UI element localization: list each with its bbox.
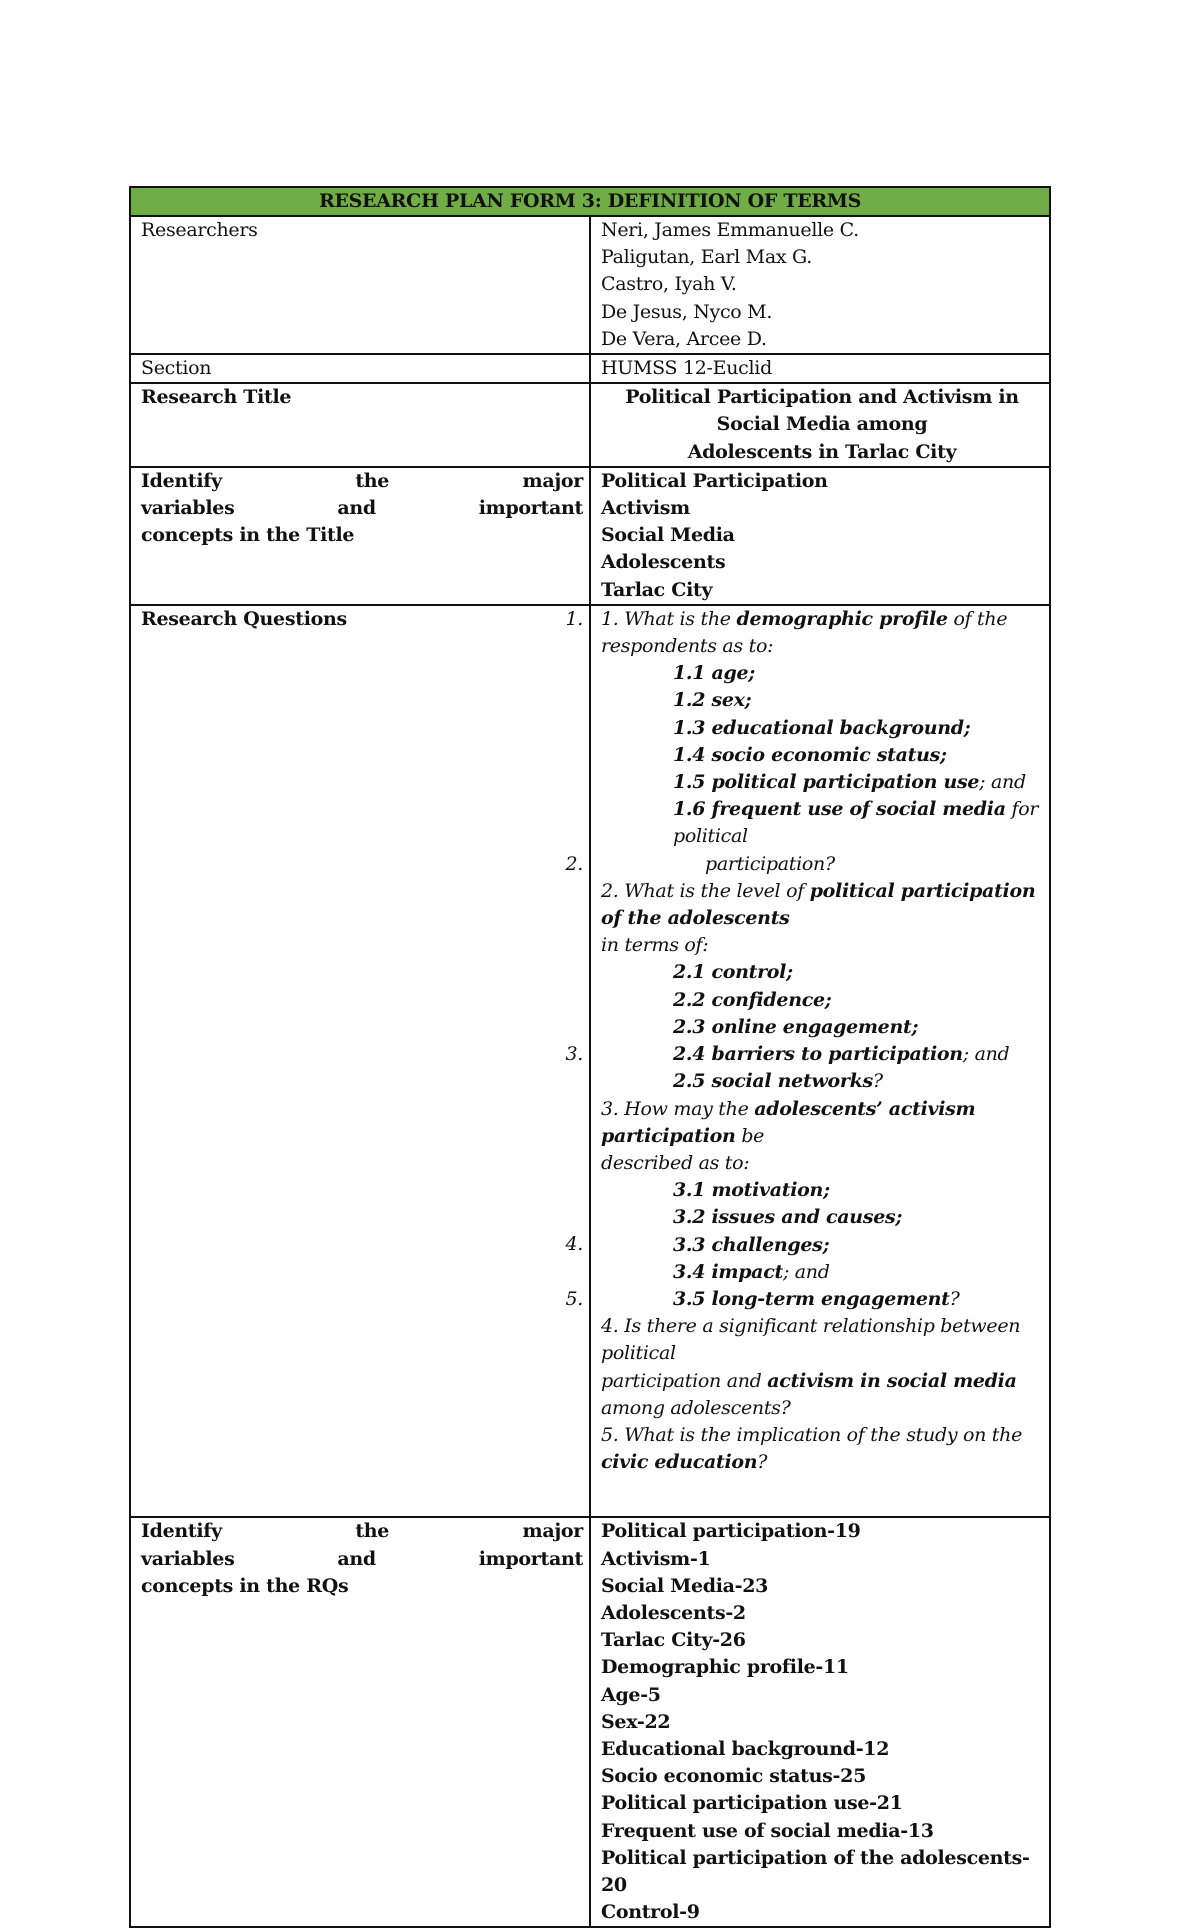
researcher-name: Paligutan, Earl Max G. bbox=[601, 246, 812, 269]
variable-item: Demographic profile-11 bbox=[601, 1656, 849, 1679]
researcher-name: De Vera, Arcee D. bbox=[601, 327, 767, 350]
rq-subitem: 3.3 challenges; bbox=[673, 1233, 830, 1256]
rq-question-5: 5. What is the implication of the study on the civic education? bbox=[601, 1423, 1023, 1474]
rq-number: 1. bbox=[565, 607, 583, 630]
research-title-line: Adolescents in Tarlac City bbox=[687, 440, 957, 463]
rq-label-cell bbox=[130, 605, 590, 1518]
rq-subitem: 1.6 frequent use of social media for political bbox=[673, 798, 1039, 848]
variable-item: Adolescents bbox=[601, 551, 726, 574]
title-variables-label bbox=[130, 467, 590, 605]
rq-question-4-cont: participation and activism in social media among adolescents? bbox=[601, 1369, 1017, 1419]
variable-item: Activism-1 bbox=[601, 1547, 711, 1570]
rq-question-3: 3. How may the adolescents’ activism participation be bbox=[601, 1097, 976, 1147]
rq-subitem: 3.5 long-term engagement? bbox=[673, 1287, 960, 1310]
rq-subitem: 1.5 political participation use; and bbox=[673, 771, 1026, 794]
rq-number: 3. bbox=[565, 1042, 583, 1065]
variable-item: Educational background-12 bbox=[601, 1737, 890, 1760]
researchers-label: Researchers bbox=[130, 216, 590, 354]
variable-item: Political participation use-21 bbox=[601, 1792, 903, 1815]
variable-item: Frequent use of social media-13 bbox=[601, 1819, 934, 1842]
rq-subitem: 3.1 motivation; bbox=[673, 1179, 830, 1202]
label-line: concepts in the Title bbox=[141, 524, 355, 547]
label-word: the bbox=[355, 1520, 390, 1543]
variable-item: Activism bbox=[601, 497, 690, 520]
rq-question-3-cont: described as to: bbox=[601, 1151, 750, 1174]
rq-subitem: 2.1 control; bbox=[673, 961, 793, 984]
rq-number: 5. bbox=[565, 1287, 583, 1310]
label-word: major bbox=[522, 469, 583, 492]
form-header: RESEARCH PLAN FORM 3: DEFINITION OF TERMS bbox=[130, 187, 1050, 216]
label-word: and bbox=[337, 497, 376, 520]
rq-number-column bbox=[141, 633, 583, 1313]
label-word: variables bbox=[141, 1547, 235, 1570]
rq-subitem: 1.2 sex; bbox=[673, 689, 752, 712]
variable-item: Political Participation bbox=[601, 469, 828, 492]
header-row bbox=[130, 187, 1050, 216]
title-label: Research Title bbox=[130, 383, 590, 467]
variable-item: Political participation-19 bbox=[601, 1520, 861, 1543]
section-value: HUMSS 12-Euclid bbox=[590, 354, 1050, 383]
variable-item: Tarlac City bbox=[601, 578, 713, 601]
researcher-name: De Jesus, Nyco M. bbox=[601, 300, 773, 323]
rq-question-2: 2. What is the level of political participation of the adolescents bbox=[601, 879, 1036, 930]
rq-subitem: 2.4 barriers to participation; and bbox=[673, 1043, 1010, 1066]
section-row bbox=[130, 354, 1050, 383]
research-plan-table bbox=[129, 186, 1051, 1928]
rq-label: Research Questions bbox=[141, 607, 347, 630]
label-word: important bbox=[478, 1547, 583, 1570]
rq-number: 4. bbox=[565, 1233, 583, 1256]
researcher-name: Castro, Iyah V. bbox=[601, 273, 737, 296]
rq-question-2-cont: in terms of: bbox=[601, 934, 709, 957]
researchers-list bbox=[590, 216, 1050, 354]
research-questions-row bbox=[130, 605, 1050, 1518]
rq-question-4: 4. Is there a significant relationship between political bbox=[601, 1315, 1021, 1365]
label-word: variables bbox=[141, 497, 235, 520]
rq-subitem: 2.5 social networks? bbox=[673, 1070, 883, 1093]
variable-item: Social Media-23 bbox=[601, 1574, 769, 1597]
rq-subitem: 2.3 online engagement; bbox=[673, 1015, 919, 1038]
rq-variables-list bbox=[590, 1517, 1050, 1927]
rq-subitem: 1.1 age; bbox=[673, 662, 755, 685]
rq-subitem: 2.2 confidence; bbox=[673, 988, 832, 1011]
research-title bbox=[590, 383, 1050, 467]
researchers-row bbox=[130, 216, 1050, 354]
rq-variables-label bbox=[130, 1517, 590, 1927]
label-word: Identify bbox=[141, 1520, 222, 1543]
research-title-line: Political Participation and Activism in Social Media among bbox=[625, 386, 1019, 436]
rq-list bbox=[590, 605, 1050, 1518]
researcher-name: Neri, James Emmanuelle C. bbox=[601, 219, 859, 241]
label-line: concepts in the RQs bbox=[141, 1574, 349, 1597]
rq-number: 2. bbox=[565, 852, 583, 875]
label-word: important bbox=[478, 497, 583, 520]
section-label: Section bbox=[130, 354, 590, 383]
variable-item: Political participation of the adolescents-20 bbox=[601, 1846, 1030, 1896]
variable-item: Social Media bbox=[601, 524, 735, 547]
variable-item: Adolescents-2 bbox=[601, 1601, 746, 1624]
rq-subitem-continued: participation? bbox=[705, 852, 835, 875]
variable-item: Control-9 bbox=[601, 1901, 700, 1924]
label-word: major bbox=[522, 1520, 583, 1543]
label-word: Identify bbox=[141, 469, 222, 492]
variable-item: Tarlac City-26 bbox=[601, 1629, 746, 1652]
title-row bbox=[130, 383, 1050, 467]
rq-subitem: 3.2 issues and causes; bbox=[673, 1206, 903, 1229]
label-word: and bbox=[337, 1547, 376, 1570]
rq-subitem: 3.4 impact; and bbox=[673, 1260, 830, 1283]
rq-subitem: 1.3 educational background; bbox=[673, 716, 971, 739]
variable-item: Sex-22 bbox=[601, 1710, 671, 1733]
title-variables-list bbox=[590, 467, 1050, 605]
rq-question-1: 1. What is the demographic profile of the respondents as to: bbox=[601, 607, 1008, 658]
variable-item: Socio economic status-25 bbox=[601, 1765, 866, 1788]
rq-subitem: 1.4 socio economic status; bbox=[673, 743, 947, 766]
title-variables-row bbox=[130, 467, 1050, 605]
rq-variables-row bbox=[130, 1517, 1050, 1927]
label-word: the bbox=[355, 469, 390, 492]
variable-item: Age-5 bbox=[601, 1683, 661, 1706]
